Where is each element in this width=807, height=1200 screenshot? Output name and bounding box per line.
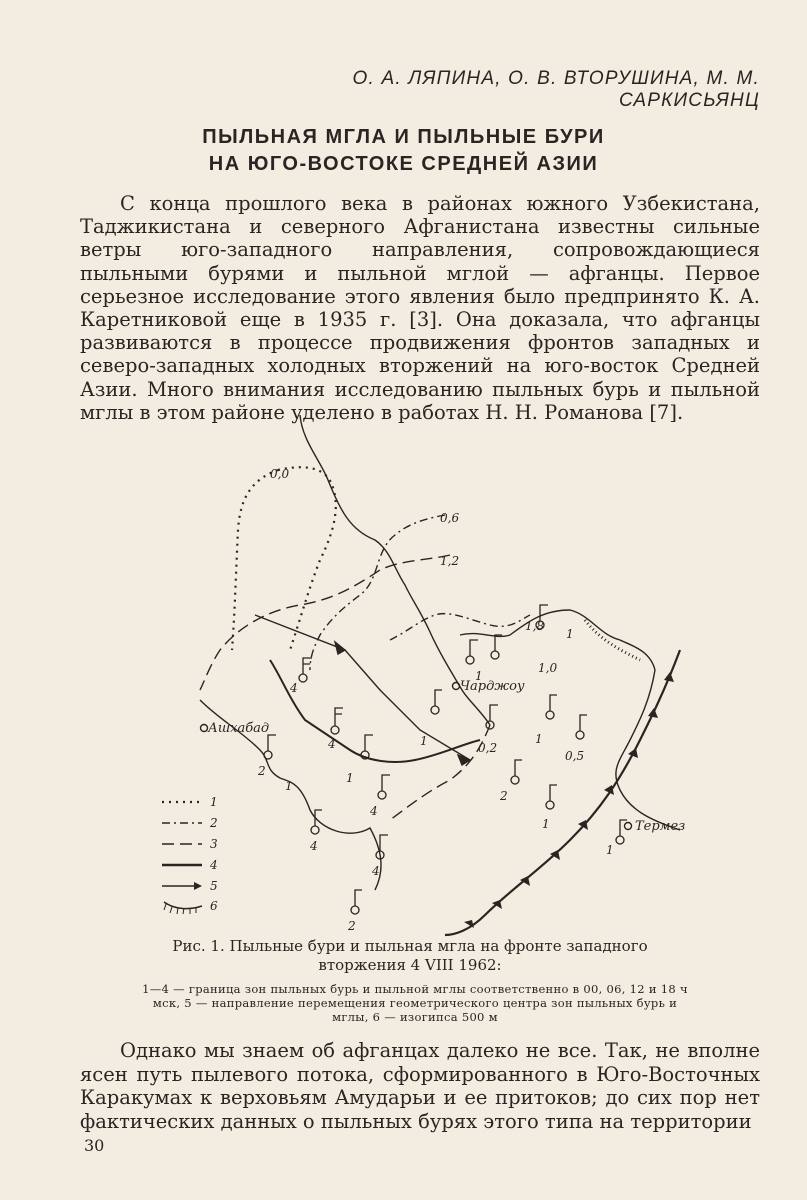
figure-caption: Рис. 1. Пыльные бури и пыльная мгла на фронте западного вторжения 4 VIII 1962:: [172, 937, 648, 974]
station-value: 1: [475, 669, 483, 683]
center-path-arrow: [255, 615, 470, 760]
city-chardzhou: Чарджоу: [460, 679, 525, 694]
body-paragraph-1: С конца прошлого века в районах южного Узбекистана, Таджикистана и северного Афганистана известны сильные ветры юго-западного направления, сопровождающиеся пыльными бурями и пыльной мглой — афганцы. Первое серьезное исследование этого явления было предпринято К. А. Каретниковой еще в 1935 г. [3]. Она доказала, что афганцы развиваются в процессе продвижения фронтов западных и северо-западных холодных вторжений на юго-восток Средней Азии. Много внимания исследованию пыльных бурь и пыльной мглы в этом районе уделено в работах Н. Н. Романова [7].: [80, 192, 760, 424]
title-line-1: ПЫЛЬНАЯ МГЛА И ПЫЛЬНЫЕ БУРИ: [202, 126, 605, 148]
figure-legend-text: 1—4 — граница зон пыльных бурь и пыльной мглы соответственно в 00, 06, 12 и 18 ч мск, 5 — направление перемещения геометрического центра зон пыльных бурь и мглы, 6 — изогипса 500 м: [142, 982, 688, 1024]
legend-key: 2: [210, 816, 218, 830]
station-value: 4: [310, 839, 318, 853]
city-termez: Термез: [635, 819, 686, 834]
isoline-12-south: [390, 725, 490, 820]
front-triangles: [464, 672, 674, 928]
article-title: [0, 124, 807, 178]
isoline-12: [200, 555, 450, 690]
dust-storm-map: [150, 410, 710, 940]
station-value: 2: [348, 919, 356, 933]
station-value: 1: [566, 627, 574, 641]
arrowhead-1: [335, 642, 345, 654]
station-value: 1: [420, 734, 428, 748]
legend-arrowhead: [194, 882, 202, 890]
station-value: 1: [542, 817, 550, 831]
isoline-label-00: 0,0: [270, 467, 290, 481]
station-value: 4: [328, 737, 336, 751]
city-marker-chardzhou: [453, 683, 460, 690]
city-marker-ashkhabad: [201, 725, 208, 732]
station-value: 1: [535, 732, 543, 746]
legend-key: 5: [210, 879, 218, 893]
map-legend: [162, 802, 202, 914]
isoline-label-12: 1,2: [440, 554, 460, 568]
city-marker-termez: [625, 823, 632, 830]
station-value: 1: [606, 843, 614, 857]
legend-key: 4: [210, 858, 218, 872]
station-value: 1: [346, 771, 354, 785]
legend-key: 1: [210, 795, 218, 809]
hatch-contour: [585, 620, 640, 660]
legend-keys: [209, 795, 218, 913]
station-value: 4: [370, 804, 378, 818]
station-value: 4: [372, 864, 380, 878]
station-value: 2: [258, 764, 266, 778]
body-paragraph-2: Однако мы знаем об афганцах далеко не все. Так, не вполне ясен путь пылевого потока, сформированного в Юго-Восточных Каракумах к верховьям Амударьи и ее притоков; до сих пор нет фактических данных о пыльных бурях этого типа на территории: [80, 1039, 760, 1133]
running-header-authors: О. А. ЛЯПИНА, О. В. ВТОРУШИНА, М. М. САРКИСЬЯНЦ: [352, 68, 760, 111]
station-value: 1: [285, 779, 293, 793]
legend-key: 6: [210, 899, 218, 913]
figure-map: [150, 410, 710, 940]
isoline-label-18: 1,8: [525, 619, 545, 633]
isoline-06-east: [390, 614, 530, 640]
isoline-06: [310, 515, 445, 670]
station-value: 1,0: [538, 661, 558, 675]
station-value: 0,2: [478, 741, 498, 755]
isoline-00: [278, 467, 336, 650]
city-ashkhabad: Ашхабад: [208, 721, 270, 736]
isoline-label-06: 0,6: [440, 511, 460, 525]
station-value: 4: [290, 681, 298, 695]
station-value: 2: [500, 789, 508, 803]
isoline-00-west: [232, 470, 278, 650]
page-number: 30: [84, 1136, 105, 1155]
legend-key: 3: [210, 837, 218, 851]
station-value: 0,5: [565, 749, 585, 763]
title-line-2: НА ЮГО-ВОСТОКЕ СРЕДНЕЙ АЗИИ: [208, 153, 599, 175]
